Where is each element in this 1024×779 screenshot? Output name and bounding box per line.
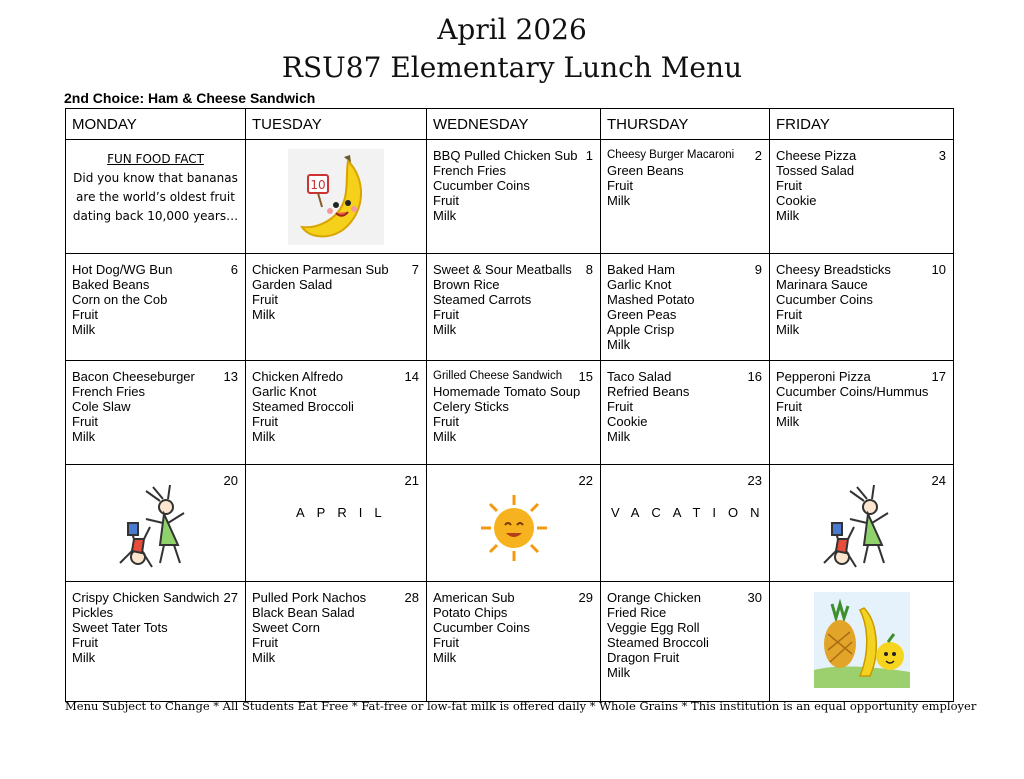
menu-item: Pickles <box>72 605 114 620</box>
menu-items <box>607 590 709 680</box>
day-cell <box>246 582 427 702</box>
fun-fact-line: dating back 10,000 years… <box>72 209 239 223</box>
menu-item: Orange Chicken <box>607 590 701 605</box>
menu-item: Sweet & Sour Meatballs <box>433 262 572 277</box>
day-cell-content <box>427 140 600 253</box>
day-cell-content <box>246 254 426 360</box>
menu-item: Celery Sticks <box>433 399 509 414</box>
day-cell-content <box>770 361 953 464</box>
menu-item: Pulled Pork Nachos <box>252 590 367 605</box>
menu-item: BBQ Pulled Chicken Sub <box>433 148 578 163</box>
day-cell <box>427 582 601 702</box>
day-cell <box>427 140 601 254</box>
day-cell <box>246 140 427 254</box>
kids-playing-icon <box>108 483 200 580</box>
menu-items <box>433 369 580 444</box>
day-cell-content <box>770 465 953 581</box>
day-cell <box>66 140 246 254</box>
menu-item: Tossed Salad <box>776 163 855 178</box>
menu-item: Cole Slaw <box>72 399 131 414</box>
menu-item: Milk <box>72 650 96 665</box>
menu-item: Cucumber Coins <box>433 620 530 635</box>
menu-item: Fruit <box>72 414 98 429</box>
vacation-label: VACATION <box>611 505 772 520</box>
day-cell-content <box>601 140 769 253</box>
day-date: 20 <box>223 473 238 488</box>
day-cell <box>770 582 954 702</box>
day-date: 24 <box>931 473 946 488</box>
menu-item: Steamed Broccoli <box>607 635 709 650</box>
menu-item: Crispy Chicken Sandwich <box>72 590 220 605</box>
menu-item: Garden Salad <box>252 277 333 292</box>
menu-item: Fruit <box>72 635 98 650</box>
weekday-header-row <box>66 109 954 140</box>
weekday-header: TUESDAY <box>246 109 427 140</box>
menu-item: Baked Beans <box>72 277 150 292</box>
menu-item: Chicken Alfredo <box>252 369 344 384</box>
day-cell-content <box>427 254 600 360</box>
menu-items <box>252 369 354 444</box>
day-date: 2 <box>754 148 762 163</box>
day-date: 13 <box>223 369 238 384</box>
week-row <box>66 361 954 465</box>
menu-item: Cucumber Coins <box>433 178 530 193</box>
menu-item: Fruit <box>433 635 459 650</box>
menu-item: Dragon Fruit <box>607 650 680 665</box>
menu-item: Milk <box>607 665 631 680</box>
day-cell <box>427 254 601 361</box>
day-cell-content <box>246 361 426 464</box>
weekday-header: THURSDAY <box>601 109 770 140</box>
menu-item: Fried Rice <box>607 605 667 620</box>
menu-items <box>433 590 530 665</box>
menu-item: Fruit <box>252 635 278 650</box>
menu-item: Milk <box>252 429 276 444</box>
day-date: 21 <box>404 473 419 488</box>
day-date: 16 <box>747 369 762 384</box>
week-row <box>66 140 954 254</box>
menu-item: Sweet Corn <box>252 620 320 635</box>
menu-items <box>607 262 694 352</box>
day-date: 15 <box>578 369 593 384</box>
day-cell <box>66 465 246 582</box>
menu-item: Garlic Knot <box>252 384 317 399</box>
menu-item: Green Beans <box>607 163 684 178</box>
menu-item: Fruit <box>607 178 633 193</box>
menu-item: Fruit <box>72 307 98 322</box>
vacation-label: APRIL <box>296 505 394 520</box>
day-cell <box>66 361 246 465</box>
menu-items <box>607 148 734 208</box>
day-cell-content <box>66 254 245 360</box>
menu-item: Cheesy Breadsticks <box>776 262 891 277</box>
weekday-header: WEDNESDAY <box>427 109 601 140</box>
menu-item: Steamed Broccoli <box>252 399 354 414</box>
day-date: 22 <box>578 473 593 488</box>
weekday-header: MONDAY <box>66 109 246 140</box>
menu-item: Refried Beans <box>607 384 690 399</box>
menu-item: Grilled Cheese Sandwich <box>433 370 563 382</box>
menu-items <box>72 262 172 337</box>
menu-item: Steamed Carrots <box>433 292 532 307</box>
banana-icon <box>288 149 384 250</box>
menu-item: Garlic Knot <box>607 277 672 292</box>
day-date: 7 <box>411 262 419 277</box>
day-cell-content <box>66 361 245 464</box>
day-cell-content <box>427 582 600 701</box>
menu-item: Chicken Parmesan Sub <box>252 262 389 277</box>
svg-text:10: 10 <box>310 178 326 192</box>
menu-item: Milk <box>433 650 457 665</box>
footer-note: Menu Subject to Change * All Students Eat Free * Fat-free or low-fat milk is offered daily * Whole Grains * This institution is an equal opportunity employer <box>65 699 977 713</box>
menu-item: Milk <box>607 193 631 208</box>
day-cell-content <box>601 254 769 360</box>
menu-items <box>776 369 928 429</box>
menu-item: Apple Crisp <box>607 322 675 337</box>
day-cell <box>66 254 246 361</box>
menu-item: Taco Salad <box>607 369 672 384</box>
day-date: 1 <box>585 148 593 163</box>
day-date: 29 <box>578 590 593 605</box>
menu-item: Sweet Tater Tots <box>72 620 168 635</box>
sun-icon <box>479 493 549 568</box>
fun-fact-line: are the world’s oldest fruit <box>76 190 235 204</box>
weekday-header: FRIDAY <box>770 109 954 140</box>
menu-item: Pepperoni Pizza <box>776 369 871 384</box>
menu-item: Cookie <box>607 414 648 429</box>
menu-item: Hot Dog/WG Bun <box>72 262 173 277</box>
menu-item: Milk <box>776 208 800 223</box>
menu-item: Homemade Tomato Soup <box>433 384 581 399</box>
menu-item: Marinara Sauce <box>776 277 868 292</box>
menu-item: Potato Chips <box>433 605 508 620</box>
menu-item: Cucumber Coins/Hummus <box>776 384 929 399</box>
menu-items <box>72 369 195 444</box>
day-cell-content <box>601 361 769 464</box>
day-cell <box>601 361 770 465</box>
menu-item: Fruit <box>433 193 459 208</box>
menu-item: French Fries <box>72 384 145 399</box>
title-menu: RSU87 Elementary Lunch Menu <box>281 51 743 84</box>
day-cell-content <box>66 582 245 701</box>
kids-playing-icon <box>812 483 904 580</box>
day-cell <box>246 361 427 465</box>
day-cell-content <box>601 582 769 701</box>
menu-item: French Fries <box>433 163 506 178</box>
day-date: 27 <box>223 590 238 605</box>
menu-item: Milk <box>72 429 96 444</box>
menu-item: Baked Ham <box>607 262 675 277</box>
menu-item: Milk <box>433 429 457 444</box>
menu-item: Cheese Pizza <box>776 148 857 163</box>
menu-items <box>776 262 891 337</box>
menu-item: Milk <box>776 414 800 429</box>
menu-item: Fruit <box>433 307 459 322</box>
day-cell <box>427 465 601 582</box>
menu-item: Green Peas <box>607 307 677 322</box>
menu-items <box>252 262 389 322</box>
menu-item: Fruit <box>252 292 278 307</box>
menu-item: Milk <box>776 322 800 337</box>
day-cell <box>770 140 954 254</box>
menu-item: Fruit <box>776 399 802 414</box>
day-cell-content <box>246 465 426 581</box>
day-cell-content <box>770 582 953 701</box>
fruits-icon <box>814 592 910 693</box>
menu-item: Milk <box>252 650 276 665</box>
menu-item: Fruit <box>433 414 459 429</box>
week-row <box>66 465 954 582</box>
day-date: 30 <box>747 590 762 605</box>
menu-item: Mashed Potato <box>607 292 695 307</box>
day-cell <box>601 582 770 702</box>
menu-item: Black Bean Salad <box>252 605 355 620</box>
menu-items <box>433 262 572 337</box>
menu-calendar <box>65 108 954 702</box>
week-row <box>66 254 954 361</box>
day-cell <box>770 465 954 582</box>
fun-food-fact <box>66 150 245 226</box>
menu-item: Brown Rice <box>433 277 500 292</box>
day-date: 6 <box>230 262 238 277</box>
menu-item: Fruit <box>252 414 278 429</box>
menu-item: Milk <box>252 307 276 322</box>
day-cell <box>246 254 427 361</box>
menu-item: Milk <box>433 322 457 337</box>
day-cell <box>246 465 427 582</box>
day-date: 17 <box>931 369 946 384</box>
day-date: 3 <box>938 148 946 163</box>
day-cell-content <box>66 465 245 581</box>
day-cell-content <box>601 465 772 581</box>
fun-fact-heading: FUN FOOD FACT <box>107 152 204 166</box>
day-cell <box>66 582 246 702</box>
menu-item: Milk <box>72 322 96 337</box>
menu-item: Cookie <box>776 193 817 208</box>
day-date: 10 <box>931 262 946 277</box>
day-cell-content <box>246 582 426 701</box>
day-date: 28 <box>404 590 419 605</box>
menu-item: Milk <box>607 337 631 352</box>
day-date: 9 <box>754 262 762 277</box>
menu-items <box>607 369 689 444</box>
day-cell-content <box>770 140 953 253</box>
day-cell-content <box>770 254 953 360</box>
menu-item: Bacon Cheeseburger <box>72 369 195 384</box>
day-cell-content <box>66 140 245 253</box>
day-cell <box>770 254 954 361</box>
menu-items <box>72 590 219 665</box>
day-cell <box>601 140 770 254</box>
day-cell-content <box>246 140 426 253</box>
fun-fact-line: Did you know that bananas <box>73 171 238 185</box>
second-choice: 2nd Choice: Ham & Cheese Sandwich <box>64 90 316 106</box>
menu-item: Fruit <box>607 399 633 414</box>
menu-item: Fruit <box>776 307 802 322</box>
day-cell <box>770 361 954 465</box>
menu-item: Milk <box>607 429 631 444</box>
menu-item: Cheesy Burger Macaroni <box>607 149 735 161</box>
menu-item: American Sub <box>433 590 515 605</box>
day-date: 23 <box>747 473 762 488</box>
menu-items <box>433 148 578 223</box>
menu-item: Veggie Egg Roll <box>607 620 700 635</box>
day-cell <box>601 465 770 582</box>
menu-item: Fruit <box>776 178 802 193</box>
day-date: 14 <box>404 369 419 384</box>
day-cell <box>601 254 770 361</box>
week-row <box>66 582 954 702</box>
menu-item: Cucumber Coins <box>776 292 873 307</box>
menu-items <box>776 148 856 223</box>
day-cell <box>427 361 601 465</box>
title-month: April 2026 <box>437 13 587 46</box>
day-cell-content <box>427 361 600 464</box>
menu-item: Milk <box>433 208 457 223</box>
menu-item: Corn on the Cob <box>72 292 168 307</box>
day-date: 8 <box>585 262 593 277</box>
menu-items <box>252 590 366 665</box>
day-cell-content <box>427 465 600 581</box>
